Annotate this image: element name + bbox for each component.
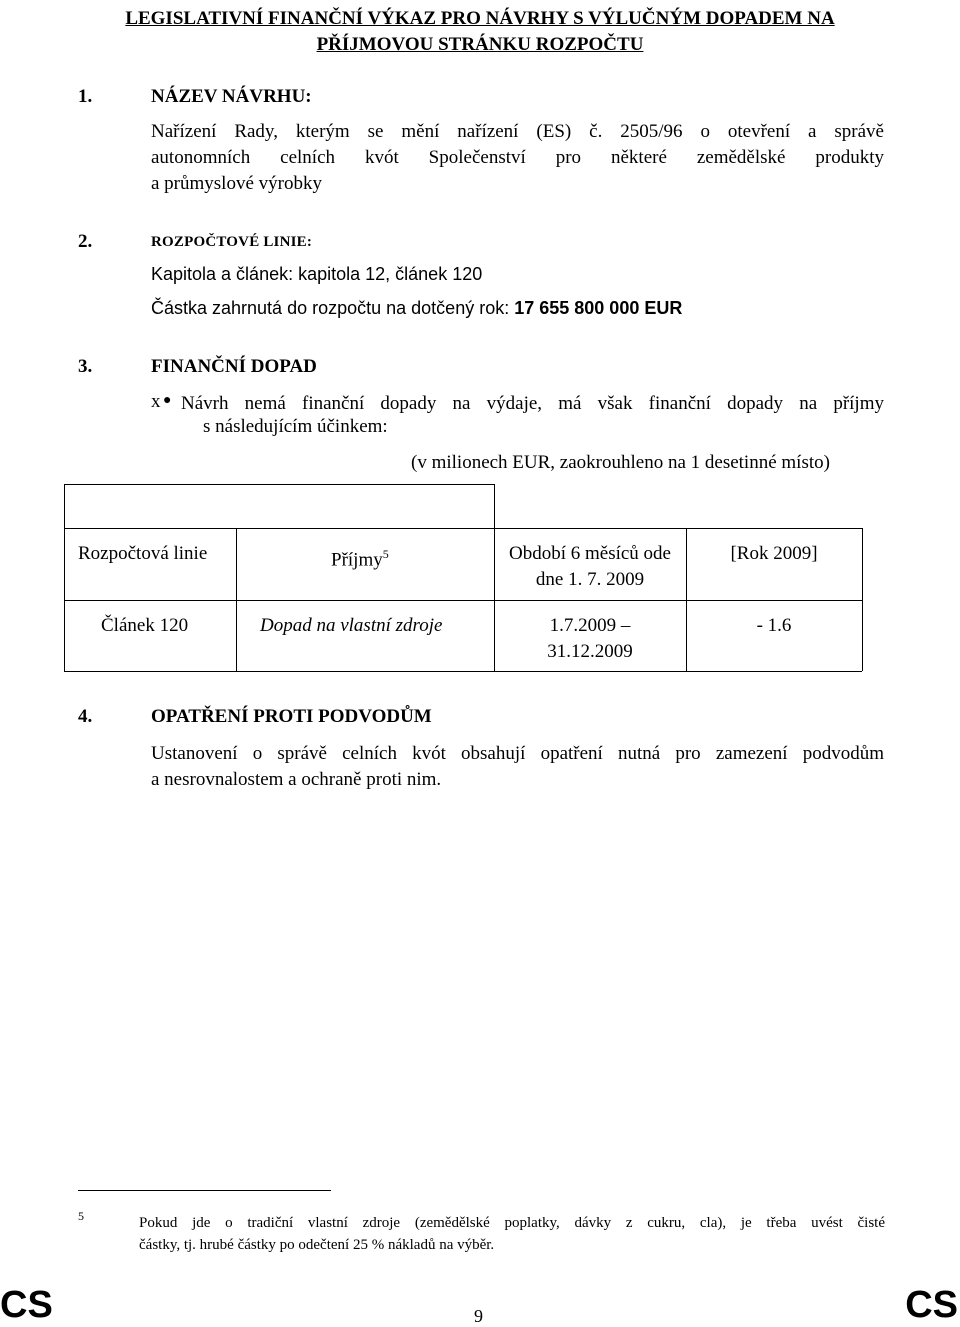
section2-line1: Kapitola a článek: kapitola 12, článek 120 xyxy=(151,264,483,284)
page-number: 9 xyxy=(474,1306,483,1326)
col-header-year: [Rok 2009] xyxy=(730,543,818,564)
section3-number: 3. xyxy=(78,356,93,377)
unit-note: (v milionech EUR, zaokrouhleno na 1 desetinné místo) xyxy=(411,452,830,473)
section1-text-line1: Nařízení Rady, kterým se mění nařízení (ES) č. 2505/96 o otevření a správě xyxy=(151,121,884,142)
checkbox-mark: x xyxy=(151,391,161,412)
table-border-top-left xyxy=(64,484,494,485)
bullet-icon: ● xyxy=(163,393,172,408)
section2-amount-value: 17 655 800 000 EUR xyxy=(514,298,683,318)
section2-line2 xyxy=(151,298,682,319)
table-border-right xyxy=(862,528,863,671)
section2-heading: ROZPOČTOVÉ LINIE: xyxy=(151,234,313,250)
col-header-budget-line: Rozpočtová linie xyxy=(78,543,208,564)
section3-heading: FINANČNÍ DOPAD xyxy=(151,356,317,377)
table-border-bottom xyxy=(64,671,862,672)
row-period-line2: 31.12.2009 xyxy=(547,641,633,662)
section4-text-line1: Ustanovení o správě celních kvót obsahují opatření nutná pro zamezení podvodům xyxy=(151,743,884,764)
row-article: Článek 120 xyxy=(101,615,189,636)
footnote-number: 5 xyxy=(78,1209,84,1223)
table-header-top xyxy=(64,528,494,529)
col-header-period-line2: dne 1. 7. 2009 xyxy=(535,569,645,590)
section1-text-line3: a průmyslové výrobky xyxy=(151,173,322,194)
document-title xyxy=(60,6,900,58)
col-header-revenue xyxy=(331,541,389,573)
table-border-left xyxy=(64,484,65,671)
footnote-separator xyxy=(78,1190,331,1191)
document-title-line1: LEGISLATIVNÍ FINANČNÍ VÝKAZ PRO NÁVRHY S VÝLUČNÝM DOPADEM NA xyxy=(125,8,835,29)
table-border-top-right xyxy=(494,528,862,529)
footnote-line1: Pokud jde o tradiční vlastní zdroje (zemědělské poplatky, dávky z cukru, cla), je třeba uvést čisté xyxy=(139,1215,885,1231)
footer-language-right: CS xyxy=(905,1284,958,1326)
section2-amount-label: Částka zahrnutá do rozpočtu na dotčený rok: xyxy=(151,298,515,318)
col-header-period-line1: Období 6 měsíců ode xyxy=(508,543,671,564)
document-title-line2: PŘÍJMOVOU STRÁNKU ROZPOČTU xyxy=(316,34,644,55)
col-header-period xyxy=(494,541,686,593)
section4-text-line2: a nesrovnalostem a ochraně proti nim. xyxy=(151,769,442,790)
row-impact: Dopad na vlastní zdroje xyxy=(260,615,443,636)
footnote-reference: 5 xyxy=(382,547,389,561)
section4-heading: OPATŘENÍ PROTI PODVODŮM xyxy=(151,706,432,727)
section1-number: 1. xyxy=(78,86,93,107)
section2-number: 2. xyxy=(78,231,93,252)
row-value: - 1.6 xyxy=(756,615,792,636)
footnote-line2: částky, tj. hrubé částky po odečtení 25 % nákladů na výběr. xyxy=(139,1237,495,1253)
col-header-revenue-label: Příjmy xyxy=(331,549,383,571)
table-header-bottom xyxy=(64,600,862,601)
row-period xyxy=(494,613,686,665)
section3-bullet-line2: s následujícím účinkem: xyxy=(203,416,388,437)
section1-text-line2: autonomních celních kvót Společenství pro některé zemědělské produkty xyxy=(151,147,884,168)
section4-number: 4. xyxy=(78,706,93,727)
row-period-line1: 1.7.2009 – xyxy=(549,615,631,636)
section3-bullet-line1: Návrh nemá finanční dopady na výdaje, má však finanční dopady na příjmy xyxy=(181,393,884,414)
section1-heading: NÁZEV NÁVRHU: xyxy=(151,86,312,107)
footer-language-left: CS xyxy=(0,1284,53,1326)
